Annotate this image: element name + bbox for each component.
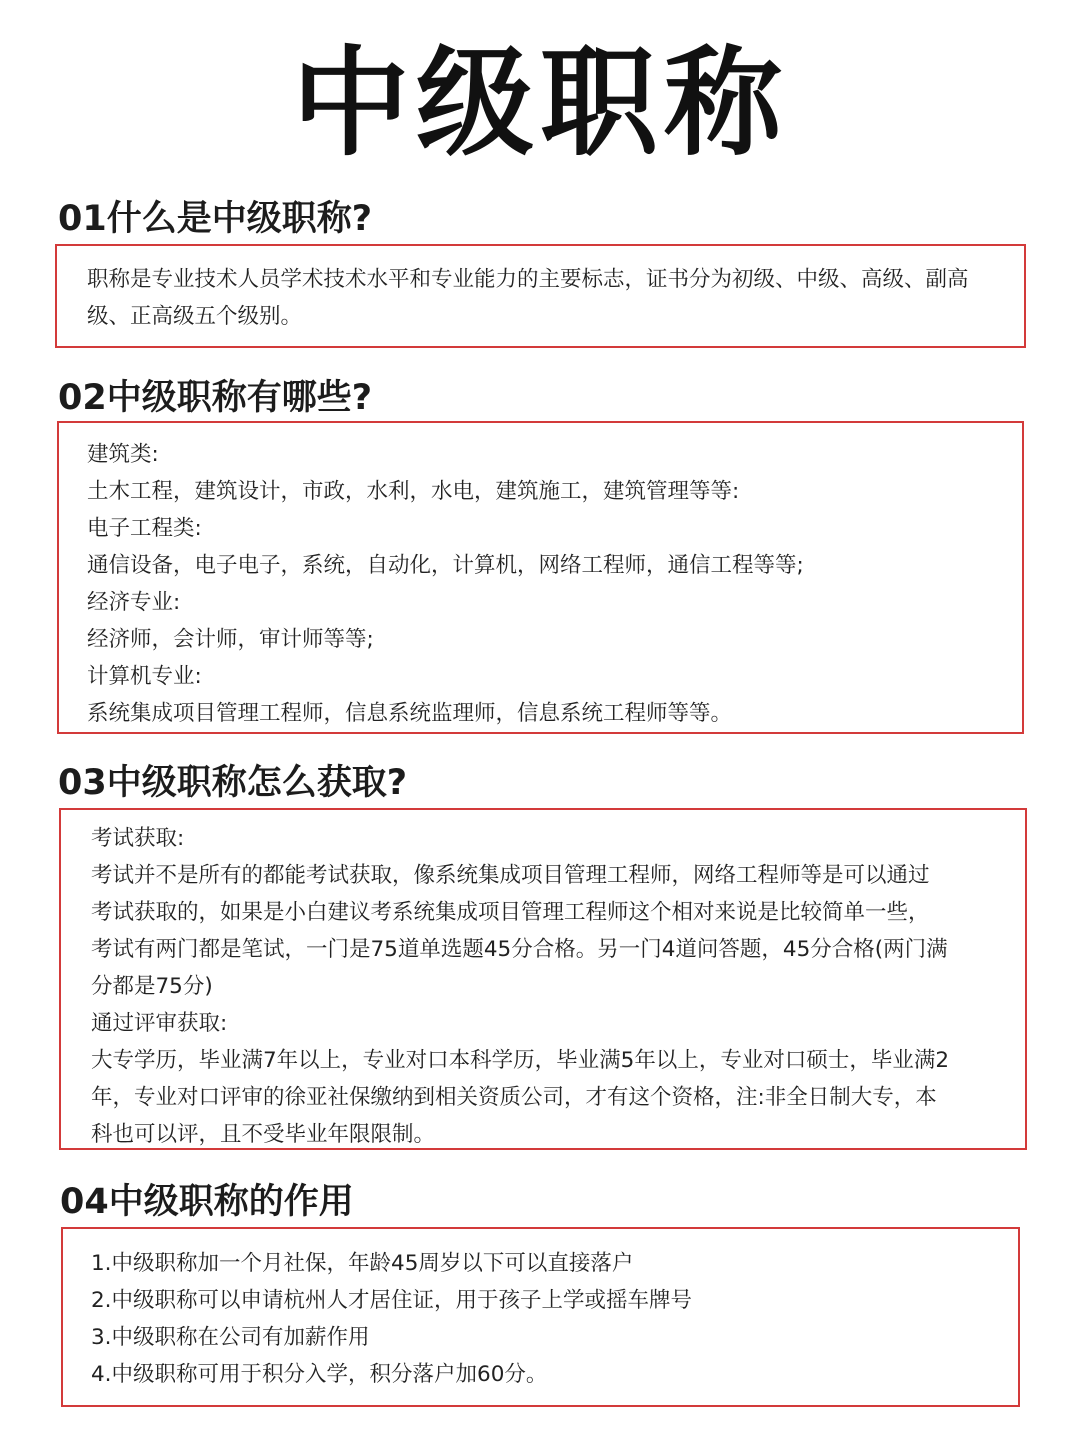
section-1-box bbox=[55, 244, 1026, 348]
section-2-box bbox=[57, 421, 1024, 734]
method-text: 年，专业对口评审的徐亚社保缴纳到相关资质公司，才有这个资格，注:非全日制大专，本 bbox=[91, 1085, 937, 1110]
method-text: 大专学历，毕业满7年以上，专业对口本科学历，毕业满5年以上，专业对口硕士，毕业满2 bbox=[91, 1048, 950, 1073]
page-title: 中级职称 bbox=[291, 34, 788, 172]
method-text: 考试获取的，如果是小白建议考系统集成项目管理工程师这个相对来说是比较简单一些， bbox=[91, 900, 930, 925]
benefit-item: 4.中级职称可用于积分入学，积分落户加60分。 bbox=[91, 1362, 548, 1387]
category-items: 通信设备，电子电子，系统，自动化，计算机，网络工程师，通信工程等等; bbox=[87, 553, 804, 578]
method-label: 考试获取: bbox=[91, 826, 185, 851]
benefit-item: 1.中级职称加一个月社保，年龄45周岁以下可以直接落户 bbox=[91, 1251, 634, 1276]
category-items: 经济师，会计师，审计师等等; bbox=[87, 627, 374, 652]
category-label: 建筑类: bbox=[87, 442, 159, 467]
benefit-item: 2.中级职称可以申请杭州人才居住证，用于孩子上学或摇车牌号 bbox=[91, 1288, 693, 1313]
section-3-box bbox=[59, 808, 1027, 1150]
method-text: 科也可以评，且不受毕业年限限制。 bbox=[91, 1122, 436, 1147]
benefit-item: 3.中级职称在公司有加薪作用 bbox=[91, 1325, 370, 1350]
category-items: 系统集成项目管理工程师，信息系统监理师，信息系统工程师等等。 bbox=[87, 701, 733, 726]
section-4-box bbox=[61, 1227, 1020, 1407]
section-2-heading: 02中级职称有哪些? bbox=[58, 378, 373, 418]
method-text: 考试并不是所有的都能考试获取，像系统集成项目管理工程师，网络工程师等是可以通过 bbox=[91, 863, 930, 888]
category-label: 计算机专业: bbox=[87, 664, 202, 689]
method-text: 分都是75分) bbox=[91, 974, 213, 999]
section-3-heading: 03中级职称怎么获取? bbox=[58, 763, 408, 803]
category-items: 土木工程，建筑设计，市政，水利，水电，建筑施工，建筑管理等等: bbox=[87, 479, 740, 504]
category-label: 经济专业: bbox=[87, 590, 181, 615]
section-4-heading: 04中级职称的作用 bbox=[60, 1182, 354, 1222]
method-text: 考试有两门都是笔试，一门是75道单选题45分合格。另一门4道问答题，45分合格(两门满 bbox=[91, 937, 948, 962]
section-1-paragraph: 职称是专业技术人员学术技术水平和专业能力的主要标志，证书分为初级、中级、高级、副高级、正高级五个级别。 bbox=[87, 267, 969, 329]
section-1-heading: 01什么是中级职称? bbox=[58, 199, 373, 239]
method-label: 通过评审获取: bbox=[91, 1011, 228, 1036]
category-label: 电子工程类: bbox=[87, 516, 202, 541]
